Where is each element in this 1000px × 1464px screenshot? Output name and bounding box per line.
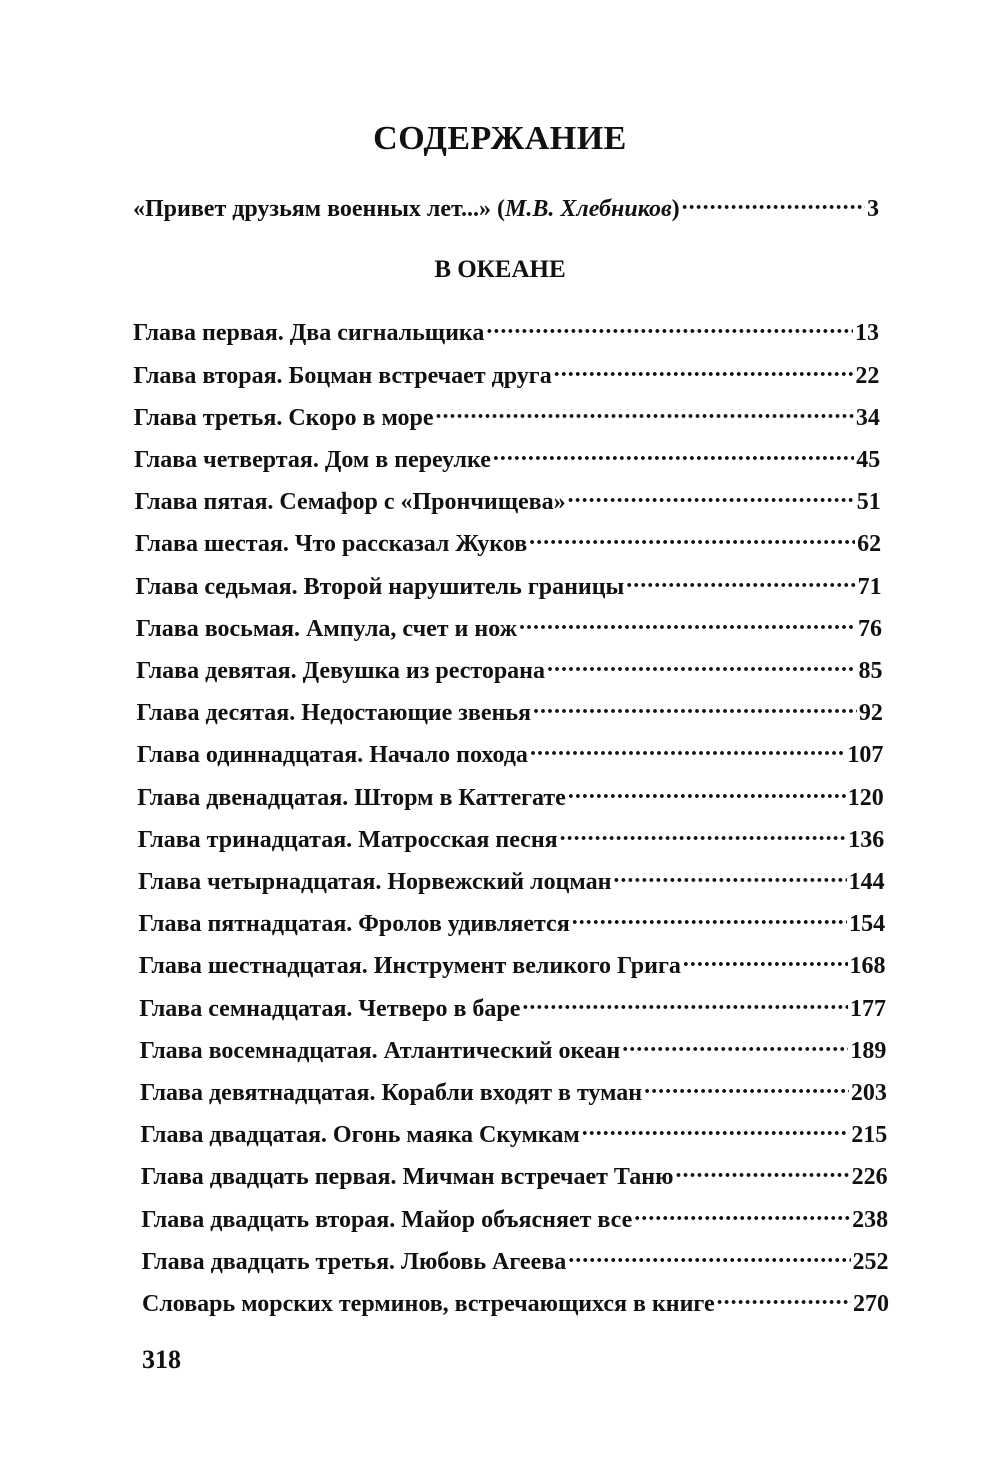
- toc-entry-page: 62: [857, 531, 882, 558]
- dot-leader: [613, 863, 846, 889]
- toc-entry[interactable]: [136, 652, 882, 685]
- toc-entry[interactable]: [135, 567, 881, 600]
- dot-leader: [682, 190, 865, 216]
- dot-leader: [493, 441, 854, 467]
- intro-text: «Привет друзьям военных лет...» (: [133, 196, 506, 223]
- toc-entry-page: 226: [851, 1164, 888, 1191]
- toc-entry[interactable]: [134, 398, 880, 431]
- toc-entry[interactable]: [140, 1116, 887, 1149]
- toc-entry-page: 154: [849, 911, 886, 938]
- toc-entry[interactable]: [133, 314, 879, 347]
- toc-entry-page: 177: [849, 995, 886, 1022]
- toc-entry[interactable]: [141, 1200, 888, 1233]
- toc-entry-page: 252: [852, 1248, 889, 1275]
- intro-author: М.В. Хлебников: [505, 196, 672, 223]
- dot-leader: [568, 778, 846, 804]
- toc-entry[interactable]: [142, 1285, 889, 1318]
- toc-entry[interactable]: [137, 736, 883, 769]
- toc-entry-page: 76: [858, 615, 883, 642]
- toc-entry[interactable]: [140, 1031, 887, 1064]
- toc-entry-page: 136: [848, 826, 885, 853]
- toc-entry[interactable]: [139, 947, 886, 980]
- dot-leader: [530, 736, 845, 762]
- toc-entry-label: Глава двадцать третья. Любовь Агеева: [141, 1248, 567, 1275]
- toc-entry-page: 51: [856, 489, 881, 516]
- dot-leader: [634, 1200, 850, 1226]
- dot-leader: [436, 398, 854, 424]
- toc-entry-page: 13: [855, 320, 879, 347]
- toc-entry-page: 120: [847, 784, 884, 811]
- toc-entry-page: 71: [857, 573, 882, 600]
- toc-entry[interactable]: [138, 905, 885, 938]
- dot-leader: [522, 989, 848, 1015]
- toc-entry-page: 92: [858, 700, 883, 727]
- toc-entry-page: 85: [858, 657, 883, 684]
- toc-entry-page: 238: [852, 1206, 889, 1233]
- toc-entry-label: Глава двадцать вторая. Майор объясняет все: [141, 1206, 633, 1233]
- dot-leader: [560, 820, 847, 846]
- toc-entry[interactable]: [137, 694, 883, 727]
- toc-entry-page: 45: [856, 446, 881, 473]
- toc-entry-label: Глава первая. Два сигнальщика: [133, 320, 485, 347]
- dot-leader: [486, 314, 853, 340]
- toc-entry-page: 3: [867, 196, 879, 223]
- toc-entry-page: 144: [848, 868, 885, 895]
- dot-leader: [622, 1031, 848, 1057]
- toc-entry-page: 22: [855, 362, 880, 389]
- toc-entry-label: Глава десятая. Недостающие звенья: [136, 700, 532, 727]
- dot-leader: [582, 1116, 850, 1142]
- toc-entry[interactable]: [138, 863, 885, 896]
- toc-entry-label: Глава третья. Скоро в море: [133, 404, 434, 431]
- section-title: В ОКЕАНЕ: [434, 256, 566, 283]
- toc-entry-label: Глава шестая. Что рассказал Жуков: [134, 531, 528, 558]
- toc-entry-label: Глава восьмая. Ампула, счет и нож: [135, 615, 518, 642]
- toc-entry-page: 107: [847, 742, 884, 769]
- toc-entry-label: Глава девятнадцатая. Корабли входят в туман: [140, 1079, 643, 1106]
- dot-leader: [529, 525, 855, 551]
- dot-leader: [572, 905, 847, 931]
- dot-leader: [568, 483, 855, 509]
- dot-leader: [533, 694, 857, 720]
- toc-entry[interactable]: [137, 778, 883, 811]
- toc-entry-page: 189: [850, 1037, 887, 1064]
- toc-entry-label: Глава пятнадцатая. Фролов удивляется: [138, 911, 570, 938]
- toc-entry[interactable]: [135, 483, 881, 516]
- toc-entry-label: Глава четвертая. Дом в переулке: [134, 446, 491, 473]
- toc-entry-label: Глава семнадцатая. Четверо в баре: [139, 995, 521, 1022]
- toc-entry[interactable]: [136, 609, 882, 642]
- toc-entry-label: Глава седьмая. Второй нарушитель границы: [135, 573, 625, 600]
- toc-entry-label: Глава двадцать первая. Мичман встречает Таню: [140, 1164, 674, 1191]
- toc-entry-label: Словарь морских терминов, встречающихся в книге: [142, 1290, 715, 1317]
- toc-entry-label: Глава четырнадцатая. Норвежский лоцман: [138, 868, 612, 895]
- dot-leader: [717, 1285, 851, 1311]
- toc-entry[interactable]: [134, 441, 880, 474]
- dot-leader: [554, 356, 854, 382]
- toc-entry[interactable]: [139, 989, 886, 1022]
- page-title: СОДЕРЖАНИЕ: [373, 120, 627, 157]
- toc-entry-page: 215: [851, 1122, 888, 1149]
- toc-entry[interactable]: [138, 820, 885, 853]
- toc-entry[interactable]: [142, 1242, 889, 1275]
- dot-leader: [519, 609, 856, 635]
- dot-leader: [675, 1158, 849, 1184]
- toc-entry-page: 168: [849, 953, 886, 980]
- intro-close: ): [671, 196, 680, 223]
- dot-leader: [626, 567, 855, 593]
- toc-entry-label: Глава пятая. Семафор с «Прончищева»: [134, 489, 566, 516]
- dot-leader: [683, 947, 848, 973]
- dot-leader: [568, 1242, 850, 1268]
- toc-entry-label: Глава тринадцатая. Матросская песня: [137, 826, 558, 853]
- toc-entry-label: Глава девятая. Девушка из ресторана: [136, 657, 545, 684]
- dot-leader: [644, 1074, 849, 1100]
- toc-entry-label: Глава двенадцатая. Шторм в Каттегате: [137, 784, 566, 811]
- toc-entry[interactable]: [140, 1074, 887, 1107]
- toc-entry-page: 270: [853, 1290, 889, 1317]
- toc-entry-label: [133, 196, 680, 223]
- toc-entry[interactable]: [141, 1158, 888, 1191]
- toc-entry[interactable]: [135, 525, 881, 558]
- toc-entry-page: 34: [855, 404, 880, 431]
- toc-entry-label: Глава одиннадцатая. Начало похода: [136, 742, 528, 769]
- toc-entry-label: Глава двадцатая. Огонь маяка Скумкам: [140, 1122, 580, 1149]
- toc-entry[interactable]: [133, 356, 879, 389]
- toc-entry-page: 203: [850, 1079, 887, 1106]
- toc-entry-intro[interactable]: [133, 190, 879, 223]
- toc-entry-label: Глава шестнадцатая. Инструмент великого Грига: [138, 953, 681, 980]
- toc-entry-label: Глава восемнадцатая. Атлантический океан: [139, 1037, 621, 1064]
- dot-leader: [547, 652, 856, 678]
- page-number: 318: [142, 1345, 181, 1374]
- toc-entry-label: Глава вторая. Боцман встречает друга: [133, 362, 552, 389]
